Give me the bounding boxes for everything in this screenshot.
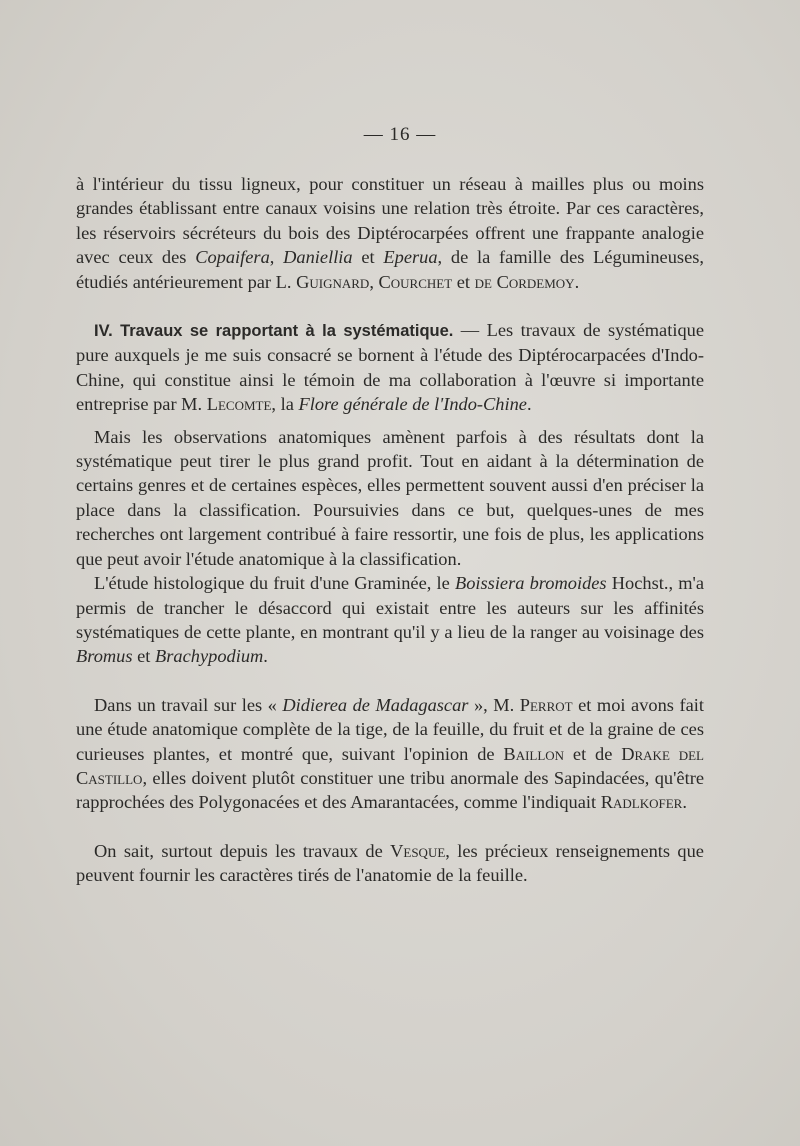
paragraph-observations: Mais les observations anatomiques amènent parfois à des résultats dont la systématique peut tirer le plus grand profit. Tout en aidant à la détermination de certains genres et de certaines espèces, elles permettent souvent aussi d'en préciser la place dans la classification. Poursuivies dans ce but, quelques-unes de mes recherches ont largement contribué à faire ressortir, une fois de plus, les applications que peut avoir l'étude anatomique à la classification. (76, 426, 704, 569)
paragraph-boissiera: L'étude histologique du fruit d'une Graminée, le Boissiera bromoides Hochst., m'a permis de trancher le désaccord qui existait entre les auteurs sur les affinités systématiques de cette plante, en montrant qu'il y a lieu de la ranger au voisinage des Bromus et Brachypodium. (76, 573, 704, 667)
page-number: — 16 — (363, 124, 437, 145)
paragraph-tissu-ligneux: à l'intérieur du tissu ligneux, pour constituer un réseau à mailles plus ou moins grandes établissant entre canaux voisins une relation très étroite. Par ces caractères, les réservoirs sécréteurs du bois des Diptérocarpées offrent une frappante analogie avec ceux des Copaifera, Daniellia et Eperua, de la famille des Légumineuses, étudiés antérieurement par L. Guignard, Courchet et de Cordemoy. (76, 174, 704, 292)
section-heading: IV. Travaux se rapportant à la systématique. (94, 322, 454, 341)
paragraph-didierea: Dans un travail sur les « Didierea de Madagascar », M. Perrot et moi avons fait une étude anatomique complète de la tige, de la feuille, du fruit et de la graine de ces curieuses plantes, et montré que, suivant l'opinion de Baillon et de Drake del Castillo, elles doivent plutôt constituer une tribu anormale des Sapindacées, qu'être rapprochées des Polygonacées et des Amarantacées, comme l'indiquait Radlkofer. (76, 694, 704, 813)
body-text (76, 172, 704, 888)
paragraph-vesque: On sait, surtout depuis les travaux de Vesque, les précieux renseignements que peuvent fournir les caractères tirés de l'anatomie de la feuille. (76, 840, 704, 886)
paragraph-systematique: IV. Travaux se rapportant à la systématique. — Les travaux de systématique pure auxquels je me suis consacré se bornent à l'étude des Diptérocarpacées d'Indo-Chine, qui constitue ainsi le témoin de ma collaboration à l'œuvre si importante entreprise par M. Lecomte, la Flore générale de l'Indo-Chine. (76, 320, 704, 415)
